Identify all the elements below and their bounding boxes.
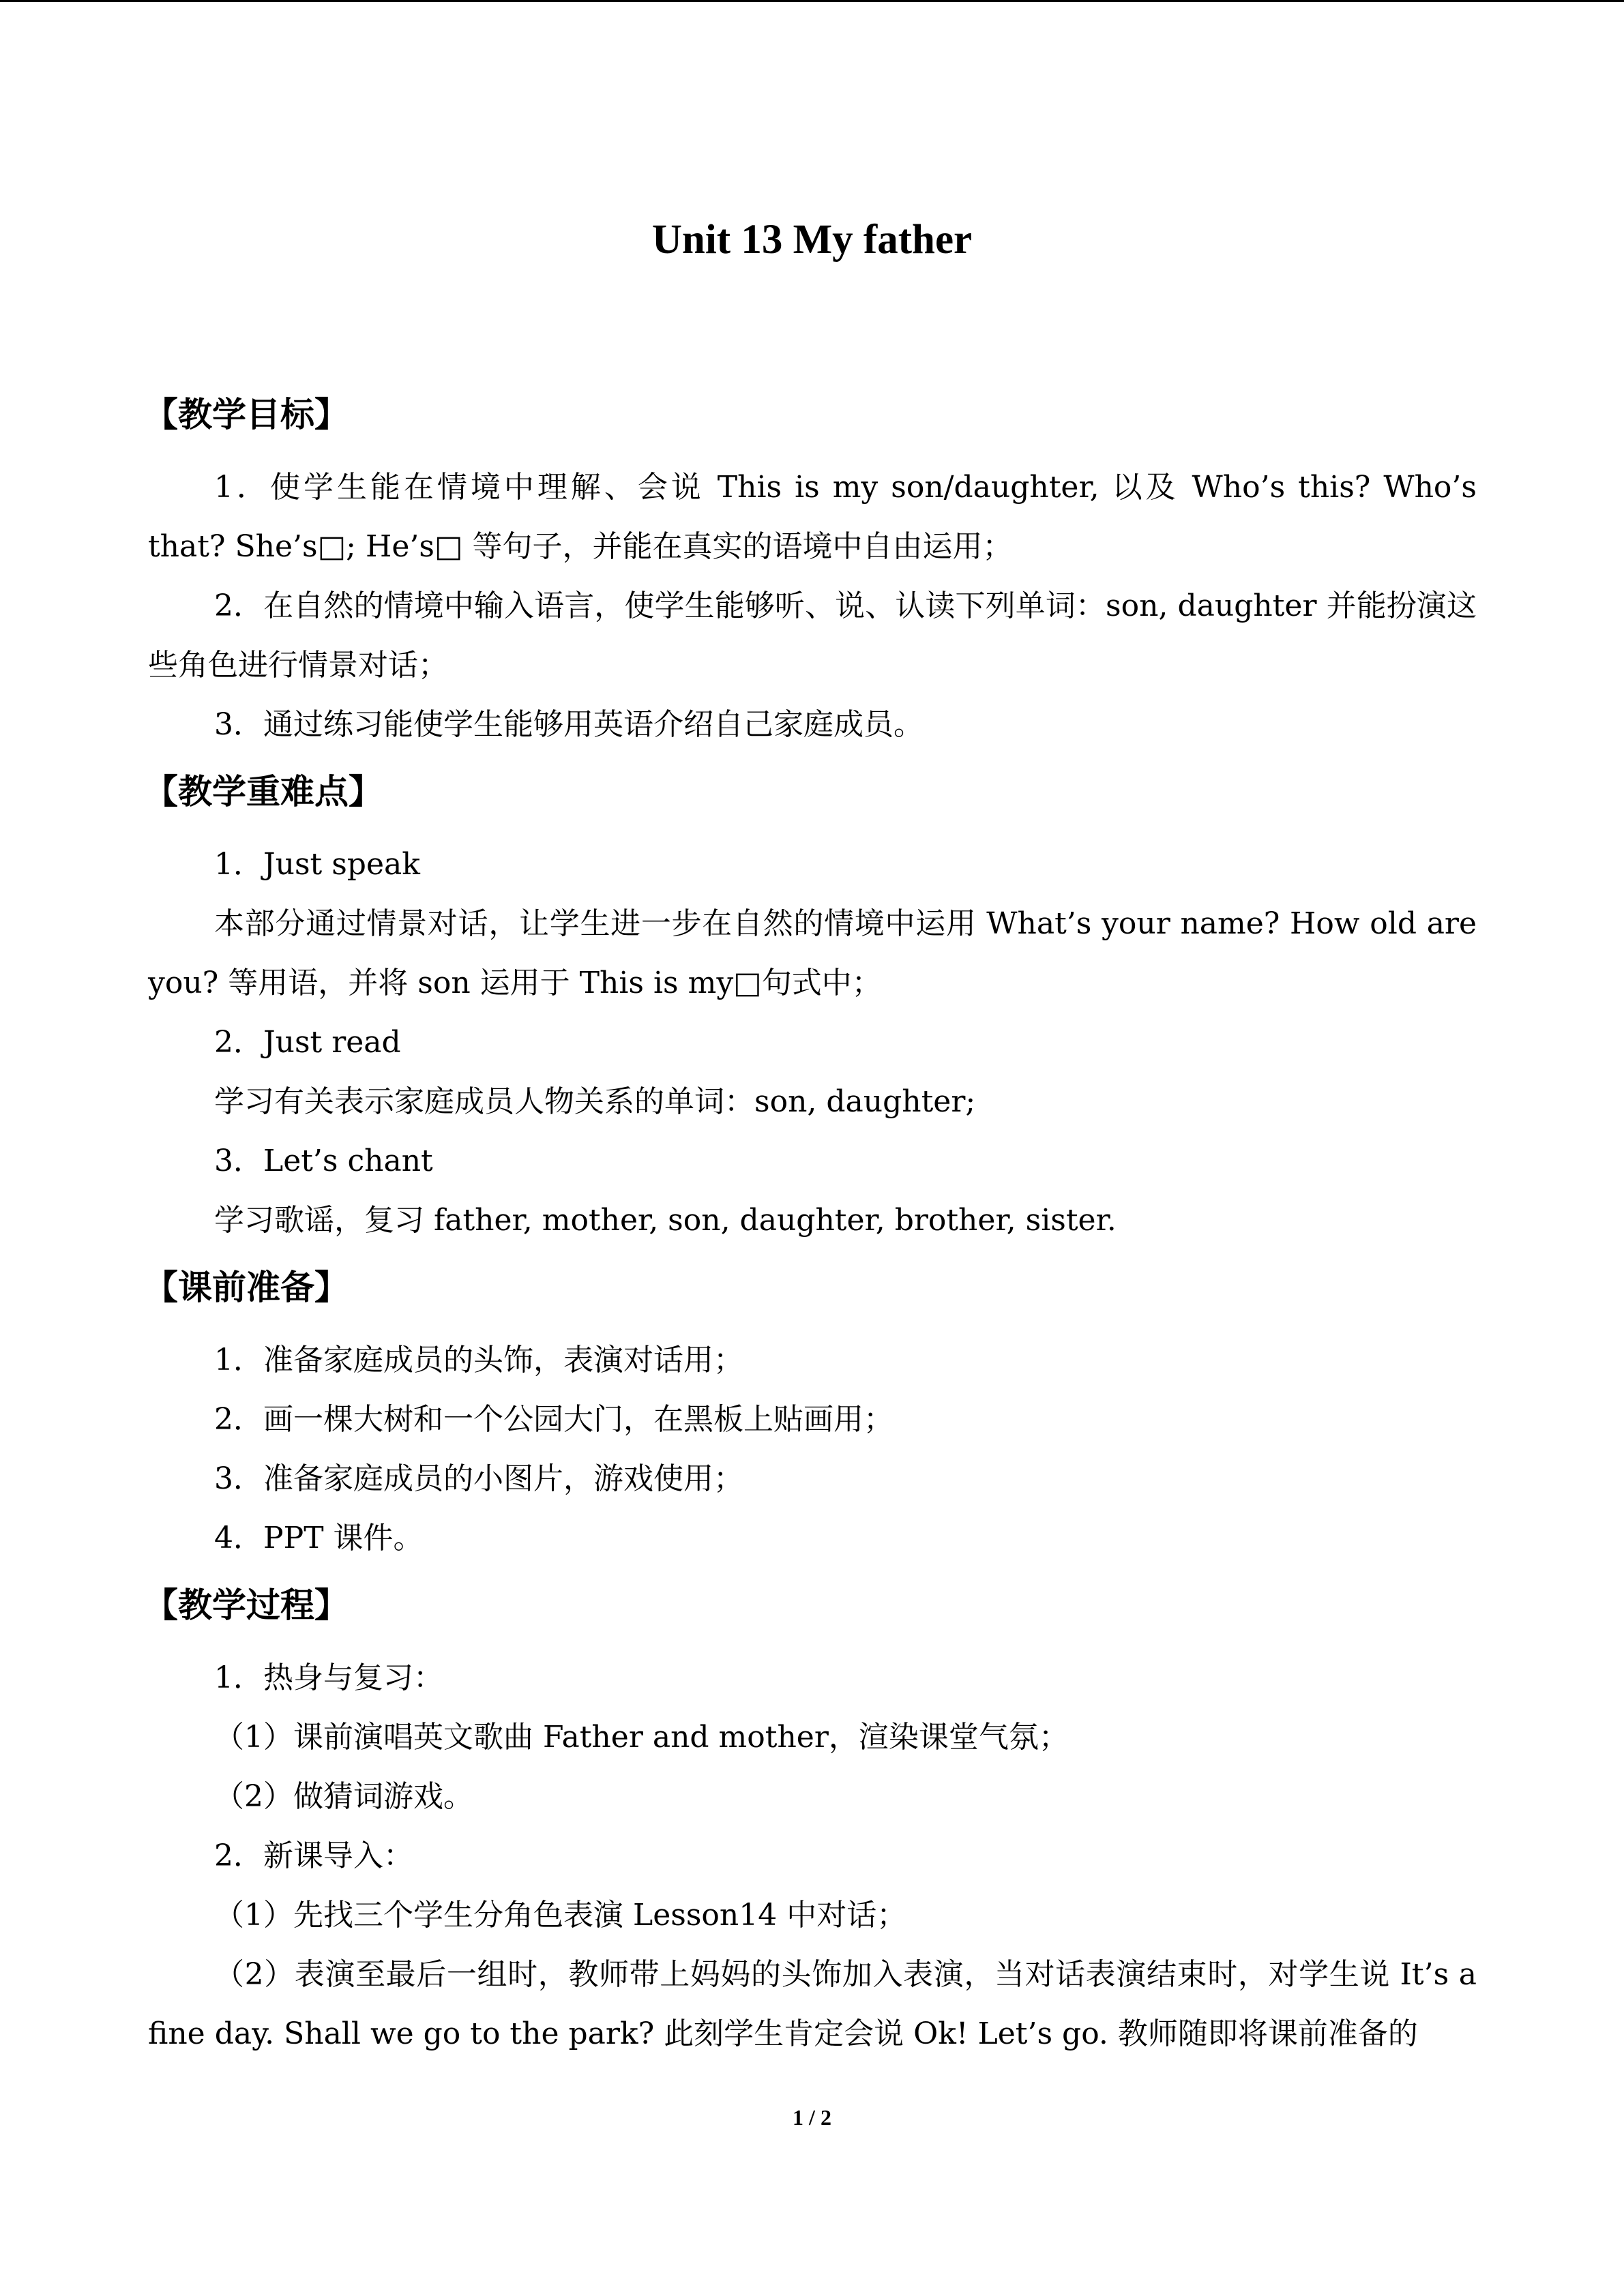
objective-item: 3．通过练习能使学生能够用英语介绍自己家庭成员。 [214, 707, 924, 742]
document-title: Unit 13 My father [651, 217, 973, 263]
top-border-line [0, 0, 1624, 2]
key-point-item: 2．Just read [214, 1025, 401, 1060]
process-item: 2．新课导入： [214, 1838, 413, 1873]
page-number: 1 / 2 [793, 2105, 831, 2130]
objective-item: 2．在自然的情境中输入语言，使学生能够听、说、认读下列单词：son, daughter 并能扮演这些角色进行情景对话； [148, 588, 1477, 683]
objectives-heading: 【教学目标】 [144, 395, 349, 434]
key-point-item: 学习歌谣，复习 father, mother, son, daughter, brother, sister. [214, 1203, 1117, 1238]
process-item: （2）表演至最后一组时，教师带上妈妈的头饰加入表演，当对话表演结束时，对学生说 It’s a fine day. Shall we go to the park? 此刻学生肯定会说 Ok! Let’s go. 教师随即将课前准备的 [148, 1957, 1477, 2051]
preparation-item: 3．准备家庭成员的小图片，游戏使用； [214, 1461, 743, 1496]
preparation-item: 1．准备家庭成员的头饰，表演对话用； [214, 1343, 743, 1377]
process-item: 1．热身与复习： [214, 1660, 443, 1695]
preparation-item: 2．画一棵大树和一个公园大门，在黑板上贴画用； [214, 1402, 894, 1437]
key-point-item: 本部分通过情景对话，让学生进一步在自然的情境中运用 What’s your name? How old are you? 等用语，并将 son 运用于 This is my□句式中； [148, 906, 1477, 1000]
process-heading: 【教学过程】 [144, 1585, 349, 1625]
process-item: （2）做猜词游戏。 [214, 1779, 473, 1814]
key-point-item: 3．Let’s chant [214, 1144, 433, 1178]
preparation-item: 4．PPT 课件。 [214, 1521, 424, 1555]
preparation-heading: 【课前准备】 [144, 1268, 349, 1307]
objective-item: 1．使学生能在情境中理解、会说 This is my son/daughter, 以及 Who’s this? Who’s that? She’s□; He’s□ 等句子，并能在真实的语境中自由运用； [148, 470, 1477, 564]
key-point-item: 学习有关表示家庭成员人物关系的单词：son, daughter; [214, 1084, 976, 1119]
key-points-heading: 【教学重难点】 [144, 772, 383, 811]
process-item: （1）课前演唱英文歌曲 Father and mother，渲染课堂气氛； [214, 1720, 1069, 1755]
key-point-item: 1．Just speak [214, 847, 420, 882]
process-item: （1）先找三个学生分角色表演 Lesson14 中对话； [214, 1898, 907, 1933]
document-body [144, 377, 1477, 2063]
